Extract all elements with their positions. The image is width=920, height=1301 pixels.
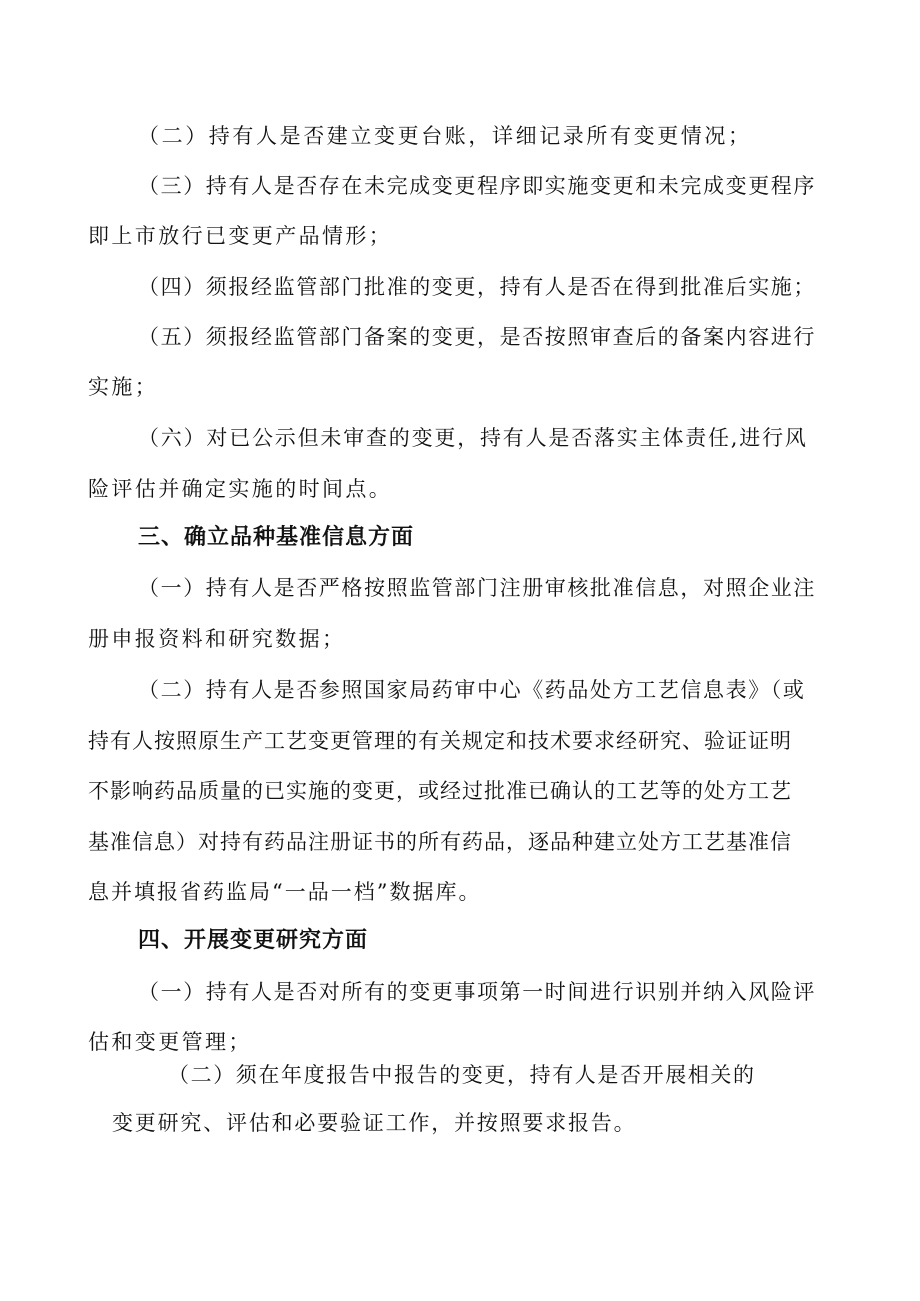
text-line: 估和变更管理； xyxy=(88,1030,252,1054)
text-line: （五）须报经监管部门备案的变更，是否按照审查后的备案内容进行 xyxy=(138,325,816,349)
text-line: 变更研究、评估和必要验证工作，并按照要求报告。 xyxy=(112,1111,637,1135)
text-line: （二）持有人是否建立变更台账，详细记录所有变更情况； xyxy=(138,124,752,148)
text-line: 持有人按照原生产工艺变更管理的有关规定和技术要求经研究、验证证明 xyxy=(88,729,792,753)
text-line: （二）持有人是否参照国家局药审中心《药品处方工艺信息表》（或 xyxy=(138,678,806,702)
text-line: （六）对已公示但未审查的变更，持有人是否落实主体责任,进行风 xyxy=(138,426,808,450)
text-line: 险评估并确定实施的时间点。 xyxy=(88,477,393,501)
text-line: 息并填报省药监局“一品一档”数据库。 xyxy=(88,880,482,904)
text-line: 即上市放行已变更产品情形； xyxy=(88,224,393,248)
text-line: （一）持有人是否严格按照监管部门注册审核批准信息，对照企业注 xyxy=(138,576,816,600)
text-line: 不影响药品质量的已实施的变更，或经过批准已确认的工艺等的处方工艺 xyxy=(88,779,792,803)
section-heading: 三、确立品种基准信息方面 xyxy=(138,525,415,550)
text-line: 基准信息）对持有药品注册证书的所有药品，逐品种建立处方工艺基准信 xyxy=(88,830,792,854)
text-line: （三）持有人是否存在未完成变更程序即实施变更和未完成变更程序 xyxy=(138,174,816,198)
text-line: 实施； xyxy=(88,375,159,399)
text-line: （一）持有人是否对所有的变更事项第一时间进行识别并纳入风险评 xyxy=(138,980,816,1004)
text-line: （四）须报经监管部门批准的变更，持有人是否在得到批准后实施； xyxy=(138,275,816,299)
section-heading: 四、开展变更研究方面 xyxy=(138,928,369,953)
text-line: 册申报资料和研究数据； xyxy=(88,627,346,651)
text-line: （二）须在年度报告中报告的变更，持有人是否开展相关的 xyxy=(168,1063,756,1087)
